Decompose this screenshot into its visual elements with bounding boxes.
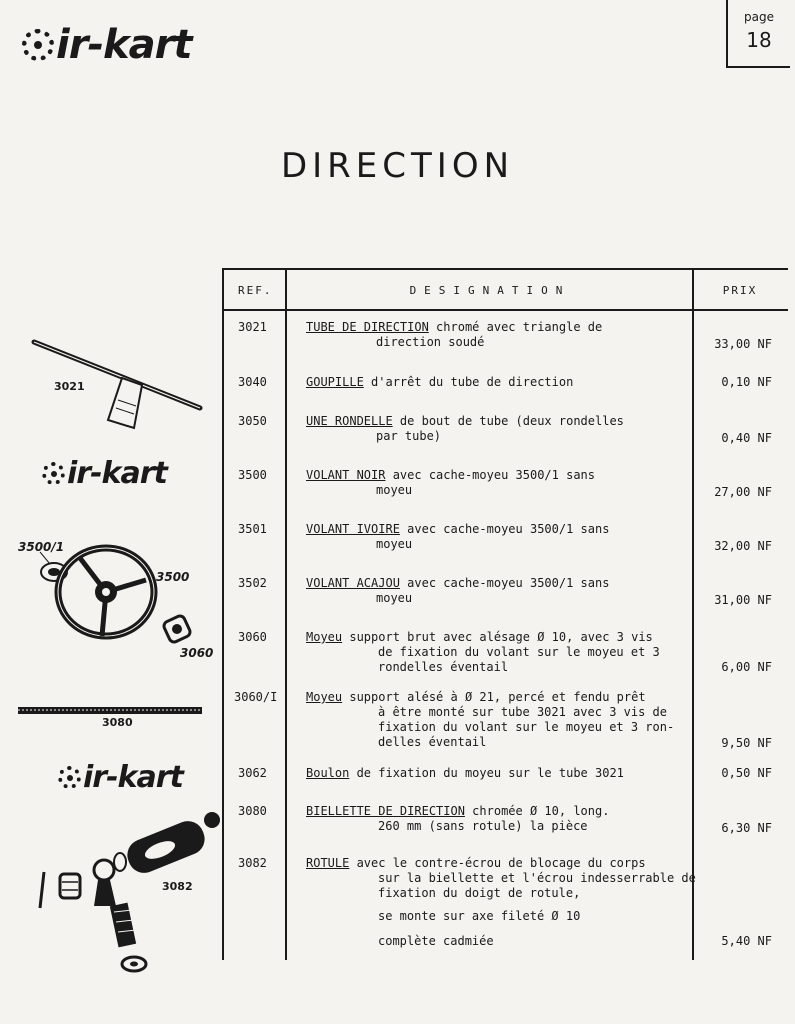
item-desc: 260 mm (sans rotule) la pièce [378,819,588,833]
item-desc: moyeu [376,537,413,551]
item-ref: 3050 [238,414,267,428]
item-desc: avec le contre-écrou de blocage du corps [349,856,646,870]
item-name: BIELLETTE DE DIRECTION [306,804,465,818]
parts-drawing [0,0,220,1024]
item-desc: fixation du doigt de rotule, [378,886,581,900]
item-designation [306,375,686,390]
item-desc: moyeu [376,591,413,605]
item-price: 0,10 NF [721,375,772,389]
item-name: Moyeu [306,630,343,644]
item-ref: 3021 [238,320,267,334]
table-header-rule [222,309,788,311]
brand-logo-text: ir-kart [67,456,167,491]
item-designation [306,630,686,675]
item-price: 6,30 NF [721,821,772,835]
table-left-rule [222,268,224,960]
item-desc: moyeu [376,483,413,497]
item-desc: complète cadmiée [378,934,494,948]
page-label: page [744,10,774,24]
table-top-rule [222,268,788,270]
item-desc: fixation du volant sur le moyeu et 3 ron- [378,720,675,734]
header-designation: DESIGNATION [409,284,571,297]
item-ref: 3501 [238,522,267,536]
item-name: GOUPILLE [306,375,364,389]
item-desc: de fixation du volant sur le moyeu et 3 [378,645,660,659]
table-price-rule [692,268,694,960]
page-number-box [726,0,790,68]
item-desc: rondelles éventail [378,660,509,674]
brand-logo-text: ir-kart [83,760,183,795]
item-desc: de bout de tube (deux rondelles [392,414,624,428]
item-name: TUBE DE DIRECTION [306,320,429,334]
item-desc: avec cache-moyeu 3500/1 sans [399,576,610,590]
item-ref: 3080 [238,804,267,818]
item-designation [306,576,686,606]
item-designation [306,414,686,444]
item-ref: 3040 [238,375,267,389]
item-ref: 3500 [238,468,267,482]
item-name: VOLANT NOIR [306,468,386,482]
item-desc: avec cache-moyeu 3500/1 sans [399,522,610,536]
item-name: Moyeu [306,690,343,704]
part-label: 3500/1 [18,540,65,554]
item-name: VOLANT ACAJOU [306,576,400,590]
item-price: 32,00 NF [714,539,772,553]
item-desc: support brut avec alésage Ø 10, avec 3 vis [342,630,653,644]
item-desc: delles éventail [378,735,487,749]
part-label: 3021 [54,380,85,393]
item-designation [306,468,686,498]
item-name: ROTULE [306,856,350,870]
part-label: 3080 [102,716,133,729]
item-desc: d'arrêt du tube de direction [363,375,574,389]
item-price: 6,00 NF [721,660,772,674]
item-price: 33,00 NF [714,337,772,351]
steering-wheel-drawing [58,548,154,636]
table-ref-rule [285,268,287,960]
item-designation [306,522,686,552]
header-price: PRIX [722,284,758,297]
item-designation [306,804,686,834]
item-desc: chromé avec triangle de [428,320,603,334]
item-designation [306,690,686,750]
item-name: UNE RONDELLE [306,414,393,428]
item-desc: à être monté sur tube 3021 avec 3 vis de [378,705,667,719]
item-desc: direction soudé [376,335,485,349]
part-label: 3500 [156,570,190,584]
item-ref: 3060 [238,630,267,644]
item-designation [306,856,696,949]
page-number: 18 [746,28,772,52]
item-name: VOLANT IVOIRE [306,522,400,536]
brand-logo-text: ir-kart [56,22,192,68]
tie-rod-drawing [18,707,202,714]
page-title: DIRECTION [280,146,515,186]
part-label: 3060 [180,646,214,660]
item-designation [306,766,686,781]
item-ref: 3502 [238,576,267,590]
item-price: 27,00 NF [714,485,772,499]
item-ref: 3082 [238,856,267,870]
item-desc: de fixation du moyeu sur le tube 3021 [349,766,624,780]
item-desc: chromée Ø 10, long. [464,804,610,818]
item-price: 31,00 NF [714,593,772,607]
item-desc: support alésé à Ø 21, percé et fendu prêt [342,690,646,704]
item-desc: se monte sur axe fileté Ø 10 [378,909,581,923]
item-desc: par tube) [376,429,442,443]
item-price: 0,50 NF [721,766,772,780]
part-label: 3082 [162,880,193,893]
item-ref: 3060/I [234,690,278,704]
item-designation [306,320,686,350]
item-ref: 3062 [238,766,267,780]
header-ref: REF. [238,284,273,297]
item-desc: sur la biellette et l'écrou indesserrable de [378,871,696,885]
ball-joint-drawing [40,812,220,971]
item-price: 9,50 NF [721,736,772,750]
item-price: 0,40 NF [721,431,772,445]
item-name: Boulon [306,766,350,780]
item-price: 5,40 NF [721,934,772,948]
item-desc: avec cache-moyeu 3500/1 sans [385,468,595,482]
hub-drawing [162,614,191,643]
